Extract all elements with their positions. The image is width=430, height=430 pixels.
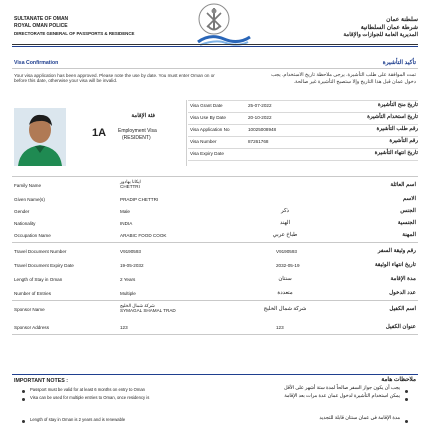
visa-summary-table xyxy=(190,104,418,168)
detail-value: PRADIP CHETTRI xyxy=(120,197,159,202)
header-rule-bottom xyxy=(12,46,418,47)
note-text-ar: يمكن استخدام التأشيرة لدخول عمان عدة مرات بعد الإقامة xyxy=(284,394,400,399)
notes-list xyxy=(0,388,430,428)
detail-value: 123 xyxy=(120,325,128,330)
detail-value: Male xyxy=(120,209,130,214)
note-bullet-icon xyxy=(22,420,25,423)
note-text-ar: يجب أن يكون جواز السفر صالحاً لمدة ستة أشهر على الأقل xyxy=(283,386,400,391)
summary-row-rule xyxy=(188,124,418,125)
note-text: Visa can be used for multiple entries to Oman, once residency is xyxy=(30,395,150,400)
applicant-details xyxy=(0,180,430,370)
visa-type-code: 1A xyxy=(92,127,107,139)
detail-value: 19-05-2032 xyxy=(120,263,144,268)
note-bullet-icon xyxy=(22,398,25,401)
summary-value: 25-07-2022 xyxy=(248,103,272,108)
summary-row-rule xyxy=(188,136,418,137)
summary-value: 10025008948 xyxy=(248,127,277,132)
note-bullet-ar-icon xyxy=(405,390,408,393)
header-line-country: SULTANATE OF OMAN xyxy=(14,16,69,22)
detail-value: V9190593 xyxy=(120,249,141,254)
summary-label: Visa Use By Date xyxy=(190,115,226,120)
note-text: Passport must be valid for at least 6 months on entry to Oman xyxy=(30,387,145,392)
detail-value: SYMAGAL SHAMAL TRAD xyxy=(120,308,176,313)
detail-label: Given Name(s) xyxy=(14,197,45,202)
detail-label: Number of Entries xyxy=(14,291,52,296)
detail-value-mid-ar: متعددة xyxy=(277,290,293,296)
summary-left-border xyxy=(186,100,187,166)
detail-label: Occupation Name xyxy=(14,233,51,238)
summary-row-rule xyxy=(188,160,418,161)
detail-value-mid-ar: طباخ عربي xyxy=(272,232,298,238)
summary-label-ar: رقم طلب التأشيرة xyxy=(376,126,418,132)
detail-value-mid-ar: شركة شمال الخليج xyxy=(263,306,307,312)
detail-label: Sponsor Name xyxy=(14,307,45,312)
note-bullet-ar-icon xyxy=(405,398,408,401)
summary-row-rule xyxy=(188,148,418,149)
detail-label-ar: اسم العائلة xyxy=(390,182,416,188)
detail-label-ar: الجنس xyxy=(400,208,416,214)
summary-label-ar: تاريخ استخدام التأشيرة xyxy=(367,114,418,120)
applicant-photo-icon xyxy=(14,108,66,166)
detail-section-rule xyxy=(12,334,418,335)
detail-value: 2 Years xyxy=(120,277,136,282)
header-line-directorate-ar: المديرية العامة للجوازات والإقامة xyxy=(343,32,418,38)
summary-label-ar: تاريخ انتهاء التأشيرة xyxy=(374,150,418,156)
detail-value-mid: 123 xyxy=(276,325,284,330)
detail-value-top: ايكانا بهادور xyxy=(120,179,141,184)
summary-label: Visa Expiry Date xyxy=(190,151,224,156)
note-bullet-icon xyxy=(22,390,25,393)
note-text-ar: مدة الإقامة في عمان سنتان قابلة للتجديد xyxy=(319,416,400,421)
confirmation-message-ar: تمت الموافقة على طلب التأشيرة. يرجى ملاحظة تاريخ الاستخدام. يجب دخول عمان قبل هذا التاريخ وإلا ستصبح التأشيرة غير صالحة. xyxy=(271,72,416,85)
detail-label: Nationality xyxy=(14,221,36,226)
notes-title-ar: ملاحظات هامة xyxy=(381,377,416,383)
detail-value-mid: V9190593 xyxy=(276,249,297,254)
note-bullet-ar-icon xyxy=(405,420,408,423)
detail-label: Sponsor Address xyxy=(14,325,49,330)
notes-title: IMPORTANT NOTES : xyxy=(14,378,69,384)
note-text: Length of stay in Oman is 2 years and is renewable xyxy=(30,417,126,422)
summary-label: Visa Application No xyxy=(190,127,230,132)
detail-value: CHETTRI xyxy=(120,184,140,189)
confirmation-rule xyxy=(12,68,418,69)
details-rule-top xyxy=(12,176,418,177)
detail-label-ar: عدد الدخول xyxy=(389,290,416,296)
header-line-police: ROYAL OMAN POLICE xyxy=(14,23,68,29)
summary-label: Visa Grant Date xyxy=(190,103,223,108)
visa-confirmation-title-ar: تأكيد التأشيرة xyxy=(382,60,416,66)
detail-label: Length of Stay in Oman xyxy=(14,277,63,282)
detail-label: Travel Document Number xyxy=(14,249,67,254)
detail-value-mid: 2032-05-19 xyxy=(276,263,300,268)
detail-label: Family Name xyxy=(14,183,42,188)
detail-section-rule xyxy=(12,300,418,301)
summary-label-ar: رقم التأشيرة xyxy=(389,138,418,144)
detail-value-mid-ar: ذكر xyxy=(281,208,289,214)
detail-value-top: شركة شمال الخليج xyxy=(120,303,155,308)
summary-value: 87261768 xyxy=(248,139,269,144)
detail-value: Multiple xyxy=(120,291,136,296)
detail-value-mid-ar: سنتان xyxy=(278,276,292,282)
summary-row-rule xyxy=(188,112,418,113)
detail-label-ar: رقم وثيقة السفر xyxy=(377,248,416,254)
visa-type-heading-ar: فئة الإقامة xyxy=(131,113,155,119)
summary-value: 20-10-2022 xyxy=(248,115,272,120)
visa-type-name: Employment Visa xyxy=(118,128,157,134)
confirmation-message: Your visa application has been approved. Please note the use by date. You must enter Oman on or before this date, otherwise your visa will be invalid. xyxy=(14,73,215,84)
detail-label-ar: الاسم xyxy=(402,196,416,202)
summary-label: Visa Number xyxy=(190,139,217,144)
summary-rule-top xyxy=(188,100,418,101)
header-line-directorate: DIRECTORATE GENERAL OF PASSPORTS & RESIDENCE xyxy=(14,31,135,36)
detail-value: ARABIC FOOD COOK xyxy=(120,233,167,238)
notes-rule xyxy=(12,374,418,375)
detail-label-ar: عنوان الكفيل xyxy=(385,324,416,330)
header-rule-top xyxy=(12,44,418,45)
visa-type-resident: (RESIDENT) xyxy=(122,135,151,141)
detail-label: Gender xyxy=(14,209,30,214)
detail-label-ar: مدة الإقامة xyxy=(390,276,416,282)
summary-label-ar: تاريخ منح التأشيرة xyxy=(377,102,418,108)
visa-confirmation-title: Visa Confirmation xyxy=(14,60,59,66)
detail-label-ar: الجنسية xyxy=(397,220,416,226)
header-line-country-ar: سلطنة عمان xyxy=(386,17,418,23)
detail-value: INDIA xyxy=(120,221,133,226)
header-line-police-ar: شرطة عمان السلطانية xyxy=(360,25,418,31)
detail-section-rule xyxy=(12,242,418,243)
detail-label: Travel Document Expiry Date xyxy=(14,263,74,268)
detail-label-ar: تاريخ انتهاء الوثيقة xyxy=(374,262,416,268)
detail-value-mid-ar: الهند xyxy=(279,220,291,226)
detail-label-ar: اسم الكفيل xyxy=(389,306,416,312)
detail-label-ar: المهنة xyxy=(402,232,416,238)
